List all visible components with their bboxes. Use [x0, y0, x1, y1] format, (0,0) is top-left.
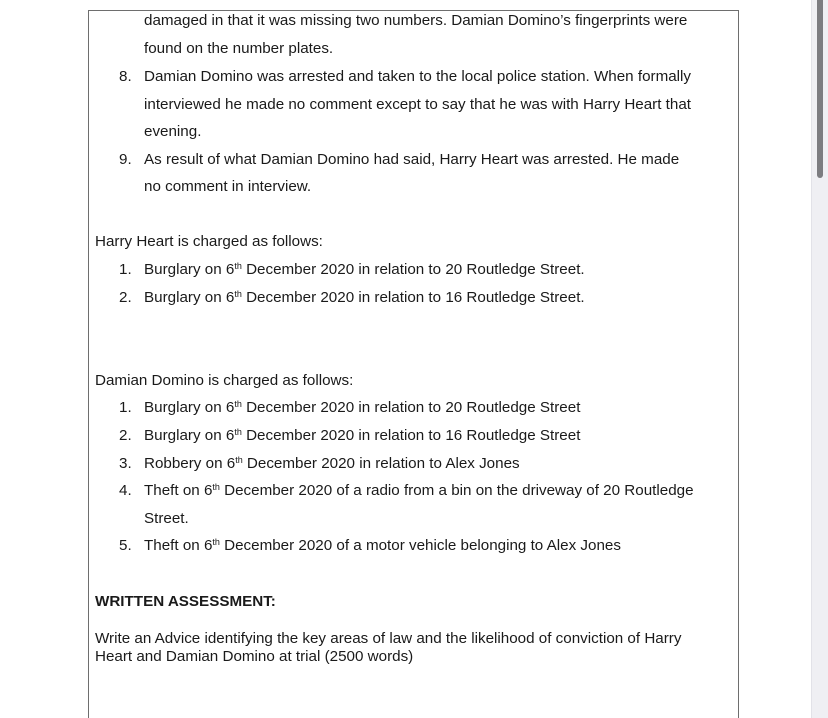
charge-text-continuation: Street.: [144, 510, 189, 527]
scrollbar-thumb[interactable]: [817, 0, 823, 178]
charge-item: [144, 289, 585, 307]
assessment-text-line: Write an Advice identifying the key areas of law and the likelihood of conviction of Harry: [95, 630, 682, 647]
charge-text: Burglary on 6: [144, 261, 235, 278]
vertical-scrollbar[interactable]: [811, 0, 828, 718]
charge-item: [144, 455, 520, 473]
charge-text: Burglary on 6: [144, 427, 235, 444]
ordinal-suffix: th: [212, 537, 220, 547]
fact-text-line: As result of what Damian Domino had said, Harry Heart was arrested. He made: [144, 151, 680, 168]
charge-number: 1.: [119, 261, 132, 278]
charge-item: [144, 399, 580, 417]
document-page: [88, 10, 739, 718]
charge-text: December 2020 in relation to 20 Routledge Street: [241, 399, 581, 416]
charge-item: [144, 427, 580, 445]
charge-text: December 2020 of a radio from a bin on the driveway of 20 Routledge: [219, 482, 694, 499]
charge-text: Theft on 6: [144, 482, 213, 499]
charge-text: Burglary on 6: [144, 289, 235, 306]
charge-text: Theft on 6: [144, 537, 213, 554]
assessment-text-line: Heart and Damian Domino at trial (2500 words): [95, 648, 414, 665]
fact-text-line: interviewed he made no comment except to say that he was with Harry Heart that: [144, 96, 692, 113]
charge-text: December 2020 in relation to 20 Routledge Street.: [241, 261, 585, 278]
charge-text: Burglary on 6: [144, 399, 235, 416]
charge-item: [144, 261, 585, 279]
ordinal-suffix: th: [234, 427, 242, 437]
charge-number: 2.: [119, 289, 132, 306]
ordinal-suffix: th: [212, 482, 220, 492]
fact-number: 9.: [119, 151, 132, 168]
charge-number: 4.: [119, 482, 132, 499]
assessment-heading: WRITTEN ASSESSMENT:: [95, 593, 276, 610]
continued-text-line: found on the number plates.: [144, 40, 334, 57]
charge-number: 1.: [119, 399, 132, 416]
ordinal-suffix: th: [234, 261, 242, 271]
fact-text-line: Damian Domino was arrested and taken to the local police station. When formally: [144, 68, 692, 85]
charge-text: Robbery on 6: [144, 455, 236, 472]
charge-number: 5.: [119, 537, 132, 554]
damian-domino-heading: Damian Domino is charged as follows:: [95, 372, 354, 389]
charge-number: 3.: [119, 455, 132, 472]
charge-text: December 2020 in relation to Alex Jones: [242, 455, 520, 472]
charge-item: [144, 537, 621, 555]
continued-text-line: damaged in that it was missing two numbers. Damian Domino’s fingerprints were: [144, 12, 688, 29]
charge-text: December 2020 in relation to 16 Routledge Street.: [241, 289, 585, 306]
charge-number: 2.: [119, 427, 132, 444]
ordinal-suffix: th: [234, 399, 242, 409]
charge-item: [144, 482, 694, 500]
charge-text: December 2020 in relation to 16 Routledge Street: [241, 427, 581, 444]
ordinal-suffix: th: [235, 455, 243, 465]
harry-heart-heading: Harry Heart is charged as follows:: [95, 233, 323, 250]
fact-text-line: no comment in interview.: [144, 178, 312, 195]
fact-text-line: evening.: [144, 123, 202, 140]
fact-number: 8.: [119, 68, 132, 85]
charge-text: December 2020 of a motor vehicle belonging to Alex Jones: [219, 537, 621, 554]
ordinal-suffix: th: [234, 289, 242, 299]
